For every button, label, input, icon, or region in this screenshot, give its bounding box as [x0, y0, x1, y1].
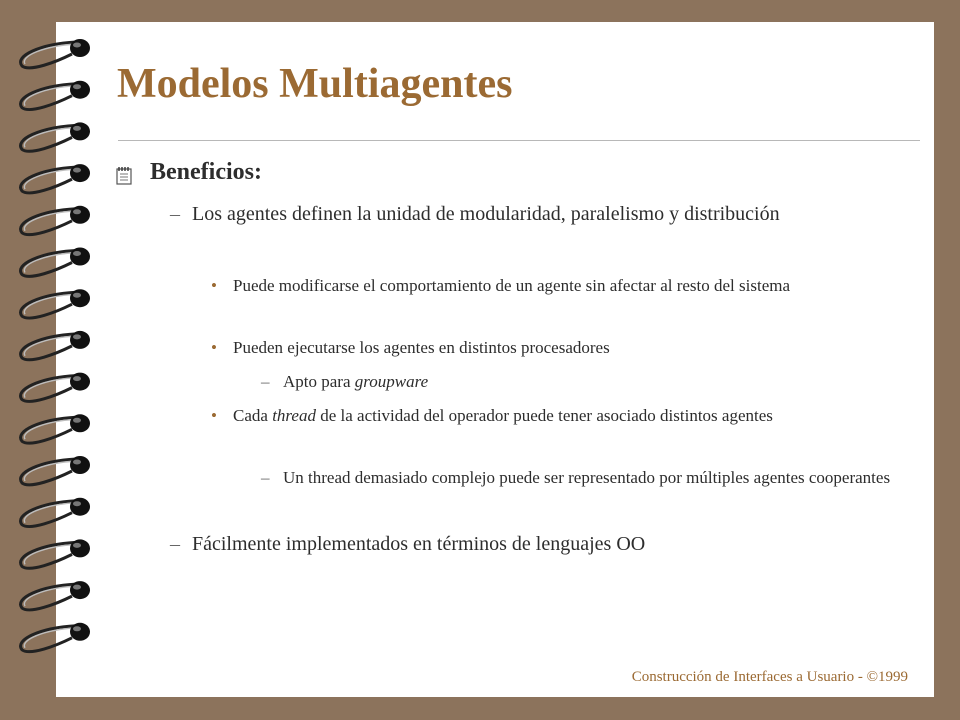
spiral-ring-icon — [21, 122, 90, 151]
list-subsubitem-groupware — [283, 370, 903, 393]
list-item-modularidad: – Los agentes definen la unidad de modularidad, paralelismo y distribución — [192, 201, 904, 228]
slide-footer: Construcción de Interfaces a Usuario - ©1999 — [631, 669, 908, 685]
spiral-ring-icon — [21, 498, 90, 527]
spiral-ring-icon — [21, 373, 90, 402]
slide-title: Modelos Multiagentes — [117, 61, 513, 107]
list-item-lenguajes-oo: – Fácilmente implementados en términos de lenguajes OO — [192, 531, 904, 558]
list-subitem-thread — [233, 404, 913, 427]
spiral-ring-icon — [21, 456, 90, 485]
spiral-ring-icon — [21, 81, 90, 110]
slide-page — [56, 22, 934, 697]
heading-beneficios: Beneficios: — [150, 159, 262, 185]
title-divider — [118, 140, 920, 141]
spiral-ring-icon — [21, 331, 90, 360]
spiral-ring-icon — [21, 164, 90, 193]
spiral-ring-icon — [21, 539, 90, 568]
list-subitem-comportamiento: • Puede modificarse el comportamiento de un agente sin afectar al resto del sistema — [233, 274, 913, 297]
thread-emphasis: thread — [272, 406, 316, 425]
spiral-binding — [0, 0, 120, 720]
notepad-bullet-icon — [114, 165, 136, 187]
spiral-ring-icon — [21, 581, 90, 610]
spiral-ring-icon — [21, 289, 90, 318]
spiral-ring-icon — [21, 39, 90, 68]
spiral-ring-icon — [21, 248, 90, 277]
list-subsubitem-thread-complejo: – Un thread demasiado complejo puede ser representado por múltiples agentes cooperantes — [283, 466, 903, 489]
groupware-emphasis: groupware — [354, 372, 429, 391]
groupware-prefix: Apto para — [283, 372, 355, 391]
thread-suffix: de la actividad del operador puede tener asociado distintos agentes — [315, 406, 773, 425]
spiral-ring-icon — [21, 414, 90, 443]
spiral-ring-icon — [21, 623, 90, 652]
list-subitem-procesadores: • Pueden ejecutarse los agentes en distintos procesadores — [233, 336, 913, 359]
spiral-ring-icon — [21, 206, 90, 235]
thread-prefix: Cada — [233, 406, 273, 425]
